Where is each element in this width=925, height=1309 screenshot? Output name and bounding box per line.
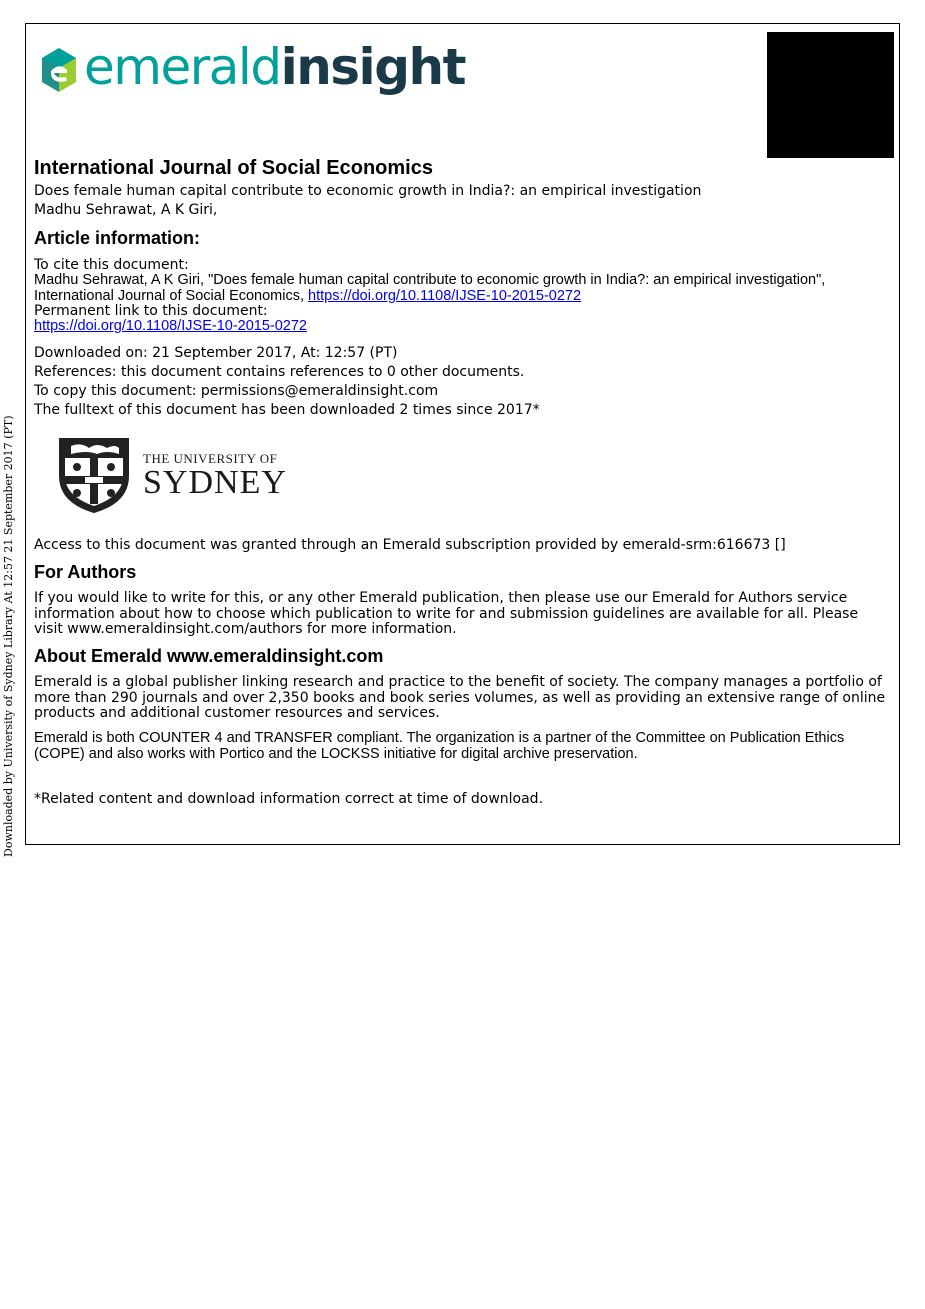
- downloaded-on: Downloaded on: 21 September 2017, At: 12:57 (PT): [34, 345, 398, 361]
- download-watermark-vertical: Downloaded by University of Sydney Library At 12:57 21 September 2017 (PT): [2, 415, 15, 857]
- citation-journal-line: [34, 289, 581, 304]
- emerald-logo-icon: [40, 46, 78, 94]
- for-authors-heading: For Authors: [34, 562, 137, 582]
- about-emerald-heading: About Emerald www.emeraldinsight.com: [34, 646, 384, 666]
- permanent-link-label: Permanent link to this document:: [34, 303, 268, 319]
- logo-text-emerald: emerald: [84, 38, 281, 96]
- journal-cover-image: [767, 32, 894, 158]
- university-of-sydney-logo: [57, 436, 287, 514]
- article-title: Does female human capital contribute to economic growth in India?: an empirical investigation: [34, 183, 702, 199]
- emerald-insight-logo[interactable]: [40, 38, 465, 96]
- logo-text-insight: insight: [280, 38, 465, 96]
- university-crest-icon: [57, 436, 131, 514]
- university-name-line2: SYDNEY: [143, 464, 287, 501]
- permanent-link[interactable]: https://doi.org/10.1108/IJSE-10-2015-0272: [34, 318, 308, 334]
- references-count: References: this document contains references to 0 other documents.: [34, 364, 525, 380]
- about-emerald-compliance: Emerald is both COUNTER 4 and TRANSFER compliant. The organization is a partner of the Committee on Publication Ethics (COPE) and also works with Portico and the LOCKSS initiative for digital archive preservation.: [34, 730, 845, 762]
- university-name-line1: THE UNIVERSITY OF: [143, 451, 278, 466]
- cite-label: To cite this document:: [34, 257, 189, 273]
- for-authors-body: If you would like to write for this, or any other Emerald publication, then please use our Emerald for Authors service information about how to choose which publication to write for and submission guidelines are available for all. Please visit www.emeraldinsight.com/authors for more information.: [34, 590, 859, 637]
- journal-title: International Journal of Social Economics: [34, 157, 433, 179]
- citation-text: Madhu Sehrawat, A K Giri, "Does female human capital contribute to economic growth in India?: an empirical investigation",: [34, 272, 826, 288]
- citation-journal: International Journal of Social Economics,: [34, 288, 309, 304]
- logo-text: [84, 38, 465, 96]
- fulltext-download-count: The fulltext of this document has been downloaded 2 times since 2017*: [34, 402, 540, 418]
- access-granted-text: Access to this document was granted through an Emerald subscription provided by emerald-srm:616673 []: [34, 537, 786, 553]
- article-info-heading: Article information:: [34, 228, 201, 248]
- article-authors: Madhu Sehrawat, A K Giri,: [34, 202, 218, 218]
- footnote: *Related content and download information correct at time of download.: [34, 791, 544, 807]
- copy-document-info: To copy this document: permissions@emeraldinsight.com: [34, 383, 439, 399]
- about-emerald-body: Emerald is a global publisher linking research and practice to the benefit of society. The company manages a portfolio of more than 290 journals and over 2,350 books and book series volumes, as well as providing an extensive range of online products and additional customer resources and services.: [34, 674, 886, 721]
- citation-doi-link[interactable]: https://doi.org/10.1108/IJSE-10-2015-0272: [308, 288, 582, 304]
